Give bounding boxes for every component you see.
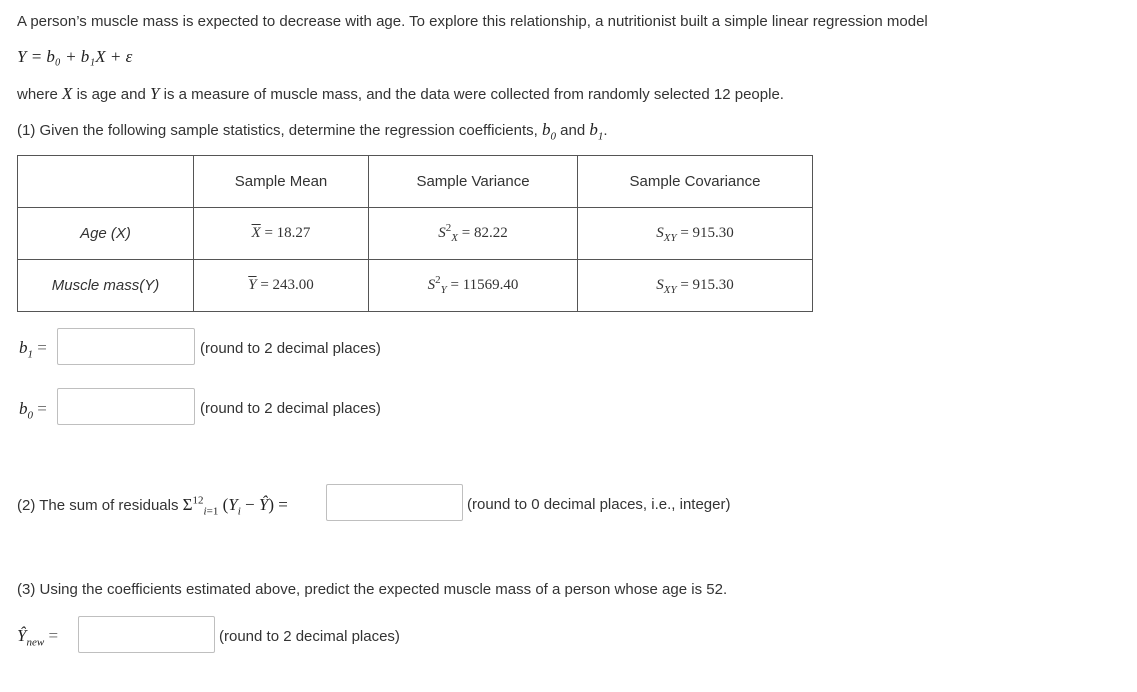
cell-mean-y: $\overline{Y} = 243.00$ <box>194 260 369 312</box>
var-y: Y <box>150 84 160 103</box>
question-1-and: and <box>560 122 586 139</box>
where-pre: where <box>17 86 58 103</box>
cell-covariance-x: $S_{XY} = 915.30$ <box>578 208 813 260</box>
b0-symbol: $b_0$ <box>541 120 556 143</box>
var-x: X <box>62 84 73 103</box>
where-post: is a measure of muscle mass, and the data were collected from randomly selected 12 people. <box>163 86 784 103</box>
intro-text: A person’s muscle mass is expected to decrease with age. To explore this relationship, a nutritionist built a simple linear regression model <box>17 13 928 30</box>
table-row-age <box>18 208 813 260</box>
b1-label: $b_1$ = <box>19 338 47 361</box>
header-sample-covariance: Sample Covariance <box>578 156 813 208</box>
ynew-input[interactable] <box>78 616 215 653</box>
b0-label: $b_0$ = <box>19 399 47 422</box>
residual-sum-expression: $\Sigma^{12}_{i=1}$ ($Y_i$ − Ŷ) = <box>182 494 288 518</box>
question-3: (3) Using the coefficients estimated above, predict the expected muscle mass of a person whose age is 52. <box>17 581 728 598</box>
residual-sum-input[interactable] <box>326 484 463 521</box>
model-equation: Y = b₀ + b₁X + ε <box>17 47 133 66</box>
header-blank <box>18 156 194 208</box>
question-2-text: (2) The sum of residuals <box>17 497 179 514</box>
question-2 <box>17 495 288 516</box>
ynew-round-hint: (round to 2 decimal places) <box>219 628 400 645</box>
b0-input[interactable] <box>57 388 195 425</box>
sample-statistics-table <box>17 155 813 312</box>
where-line <box>17 84 784 105</box>
row-label-muscle: Muscle mass(Y) <box>18 260 194 312</box>
cell-variance-x: $S^2_X = 82.22$ <box>369 208 578 260</box>
ynew-label: $Ŷ_{new}$ = <box>17 626 59 649</box>
question-1-text: (1) Given the following sample statistics, determine the regression coefficients, <box>17 122 538 139</box>
cell-mean-x: $\overline{X} = 18.27$ <box>194 208 369 260</box>
where-mid: is age and <box>76 86 146 103</box>
row-label-age: Age (X) <box>18 208 194 260</box>
header-sample-mean: Sample Mean <box>194 156 369 208</box>
cell-covariance-y: $S_{XY} = 915.30$ <box>578 260 813 312</box>
b1-input[interactable] <box>57 328 195 365</box>
table-header-row <box>18 156 813 208</box>
b1-round-hint: (round to 2 decimal places) <box>200 340 381 357</box>
question-1: (1) Given the following sample statistics, determine the regression coefficients, $b_0$ and $b_1$. <box>17 120 608 143</box>
cell-variance-y: $S^2_Y = 11569.40$ <box>369 260 578 312</box>
b1-symbol: $b_1$ <box>589 120 604 143</box>
header-sample-variance: Sample Variance <box>369 156 578 208</box>
table-row-muscle <box>18 260 813 312</box>
b0-round-hint: (round to 2 decimal places) <box>200 400 381 417</box>
residual-round-hint: (round to 0 decimal places, i.e., integer) <box>467 496 731 513</box>
